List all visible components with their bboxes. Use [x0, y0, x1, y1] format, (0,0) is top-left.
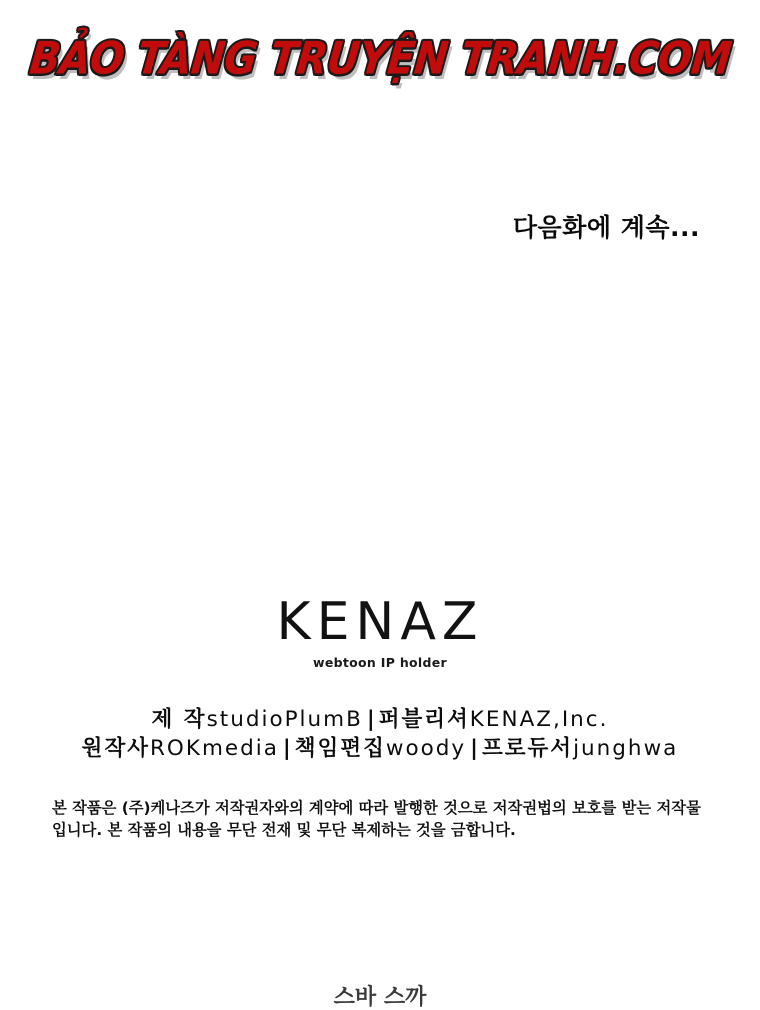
watermark-text: BẢO TÀNG TRUYỆN TRANH.COM [26, 33, 734, 85]
credits-block [0, 705, 760, 763]
credit-role: 책임편집 [294, 736, 386, 762]
credits-line-2 [0, 734, 760, 763]
credit-role: 퍼블리셔 [378, 707, 470, 732]
publisher-logo-tagline: webtoon IP holder [313, 655, 447, 670]
publisher-logo-name: KENAZ [276, 592, 484, 652]
credit-role: 원작사 [81, 736, 150, 762]
credit-role: 프로듀서 [481, 736, 574, 762]
copyright-notice: 본 작품은 (주)케나즈가 저작권자와의 계약에 따라 발행한 것으로 저작권법의 보호를 받는 저작물입니다. 본 작품의 내용을 무단 전재 및 무단 복제하는 것을 금합니다. [52, 799, 701, 839]
publisher-logo [0, 592, 760, 670]
site-watermark [0, 33, 760, 85]
credit-name: woody [385, 736, 467, 762]
credit-name: ROKmedia [149, 736, 279, 762]
credit-name: junghwa [573, 736, 679, 762]
to-be-continued-text: 다음화에 계속... [512, 213, 700, 242]
credit-separator: | [470, 736, 478, 762]
credit-name: KENAZ,Inc. [469, 707, 609, 732]
next-panel-edge: 스바 스까 [333, 985, 427, 1010]
credit-role: 제 작 [151, 707, 207, 732]
credits-line-1 [0, 705, 760, 734]
credit-separator: | [366, 707, 375, 732]
credit-separator: | [282, 736, 291, 762]
credit-name: studioPlumB [206, 707, 363, 732]
